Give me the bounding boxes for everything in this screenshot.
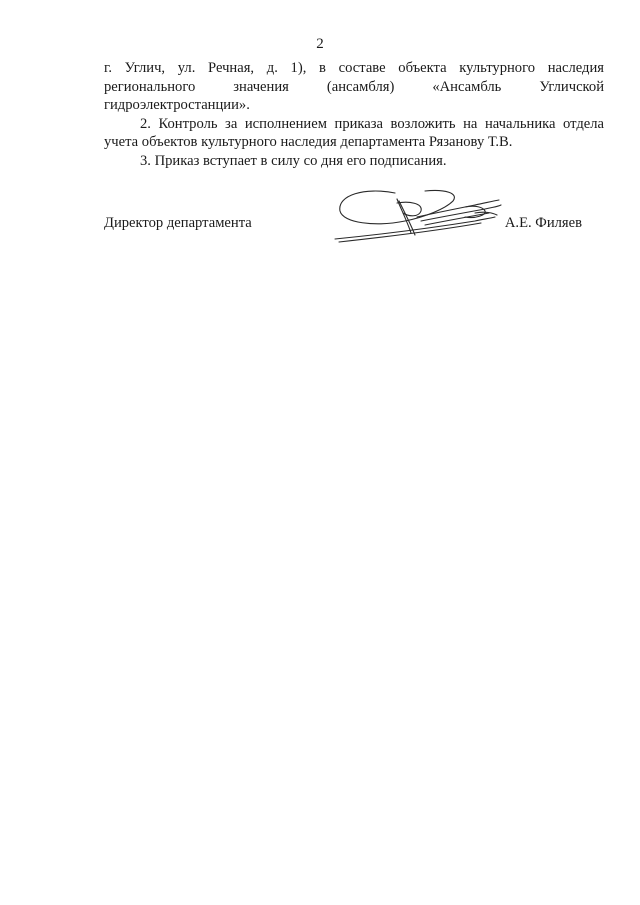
page-number: 2 (316, 36, 324, 52)
text-line: регионального значения (ансамбля) «Ансамбль Угличской (104, 78, 604, 95)
text-line: 2. Контроль за исполнением приказа возложить на начальника отдела (140, 115, 604, 132)
paragraph-address-continuation (104, 59, 604, 115)
signatory-name: А.Е. Филяев (504, 215, 582, 231)
text-line: 3. Приказ вступает в силу со дня его подписания. (140, 152, 447, 169)
signature-block (104, 214, 604, 244)
document-body (104, 59, 604, 170)
text-line: гидроэлектростанции». (104, 97, 250, 113)
text-line: г. Углич, ул. Речная, д. 1), в составе объекта культурного наследия (104, 60, 604, 76)
signatory-position: Директор департамента (104, 215, 252, 231)
text-line: учета объектов культурного наследия департамента Рязанову Т.В. (104, 134, 513, 150)
paragraph-control-clause (104, 115, 604, 152)
paragraph-effective-clause (104, 152, 604, 171)
